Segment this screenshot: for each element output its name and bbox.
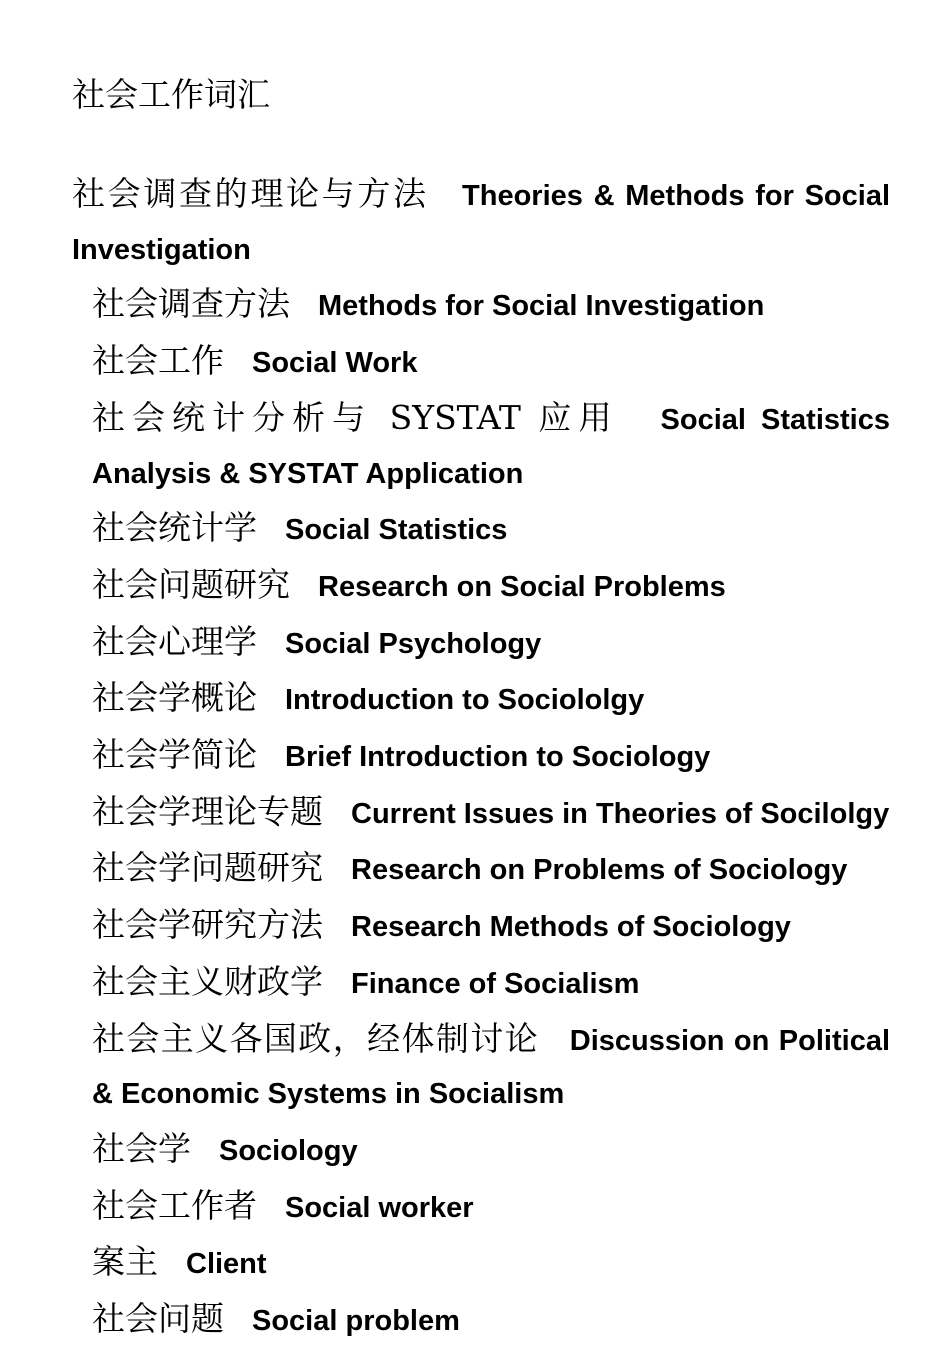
term-chinese: 社会问题 xyxy=(92,1299,224,1339)
term-english: Research Methods of Sociology xyxy=(351,911,791,944)
term-chinese: 社会主义各国政，经体制讨论 xyxy=(92,1018,539,1058)
document-page xyxy=(72,70,890,1351)
list-item xyxy=(72,1237,890,1294)
term-chinese: 社会学简论 xyxy=(92,735,257,775)
term-english: Discussion on Political & Economic Systems in Socialism xyxy=(92,1024,891,1111)
document-title: 社会工作词汇 xyxy=(72,75,270,114)
list-item xyxy=(72,1014,890,1124)
term-english: Methods for Social Investigation xyxy=(318,290,765,323)
list-item xyxy=(72,617,890,674)
list-item xyxy=(72,1181,890,1238)
list-item xyxy=(72,169,890,279)
list-item xyxy=(72,843,890,900)
term-english: Introduction to Sociololgy xyxy=(285,684,645,717)
list-item xyxy=(72,1294,890,1351)
term-english: Research on Problems of Sociology xyxy=(351,854,848,887)
term-chinese: 社会问题研究 xyxy=(92,564,290,604)
list-item xyxy=(72,560,890,617)
list-item xyxy=(72,673,890,730)
term-english: Social Statistics xyxy=(285,514,508,547)
term-chinese: 社会学研究方法 xyxy=(92,905,323,945)
term-english: Research on Social Problems xyxy=(318,570,726,603)
term-english: Social Psychology xyxy=(285,627,542,660)
term-english: Social Statistics Analysis & SYSTAT Application xyxy=(92,403,890,490)
term-chinese: 社会统计分析与 SYSTAT 应用 xyxy=(92,397,619,437)
list-item xyxy=(72,279,890,336)
term-english: Client xyxy=(186,1248,267,1281)
term-chinese: 社会学 xyxy=(92,1128,191,1168)
term-chinese: 社会统计学 xyxy=(92,508,257,548)
list-item xyxy=(72,730,890,787)
term-english: Social Work xyxy=(252,347,418,380)
term-chinese: 社会工作者 xyxy=(92,1185,257,1225)
term-chinese: 社会主义财政学 xyxy=(92,961,323,1001)
term-english: Social problem xyxy=(252,1305,460,1338)
list-item xyxy=(72,393,890,503)
term-english: Finance of Socialism xyxy=(351,967,640,1000)
term-english: Social worker xyxy=(285,1191,474,1224)
list-item xyxy=(72,957,890,1014)
term-chinese: 社会学理论专题 xyxy=(92,791,323,831)
term-english: Theories & Methods for Social Investigation xyxy=(72,180,891,266)
list-item xyxy=(72,787,890,844)
term-chinese: 社会工作 xyxy=(92,341,224,381)
vocabulary-list xyxy=(72,169,890,1351)
term-chinese: 案主 xyxy=(92,1242,158,1282)
list-item xyxy=(72,336,890,393)
list-item xyxy=(72,1124,890,1181)
term-chinese: 社会学概论 xyxy=(92,678,257,718)
term-english: Brief Introduction to Sociology xyxy=(285,741,711,774)
list-item xyxy=(72,503,890,560)
term-english: Current Issues in Theories of Socilolgy xyxy=(351,797,890,830)
term-english: Sociology xyxy=(219,1134,358,1167)
term-chinese: 社会调查方法 xyxy=(92,284,290,324)
list-item xyxy=(72,900,890,957)
term-chinese: 社会调查的理论与方法 xyxy=(72,174,429,213)
term-chinese: 社会心理学 xyxy=(92,621,257,661)
term-chinese: 社会学问题研究 xyxy=(92,848,323,888)
